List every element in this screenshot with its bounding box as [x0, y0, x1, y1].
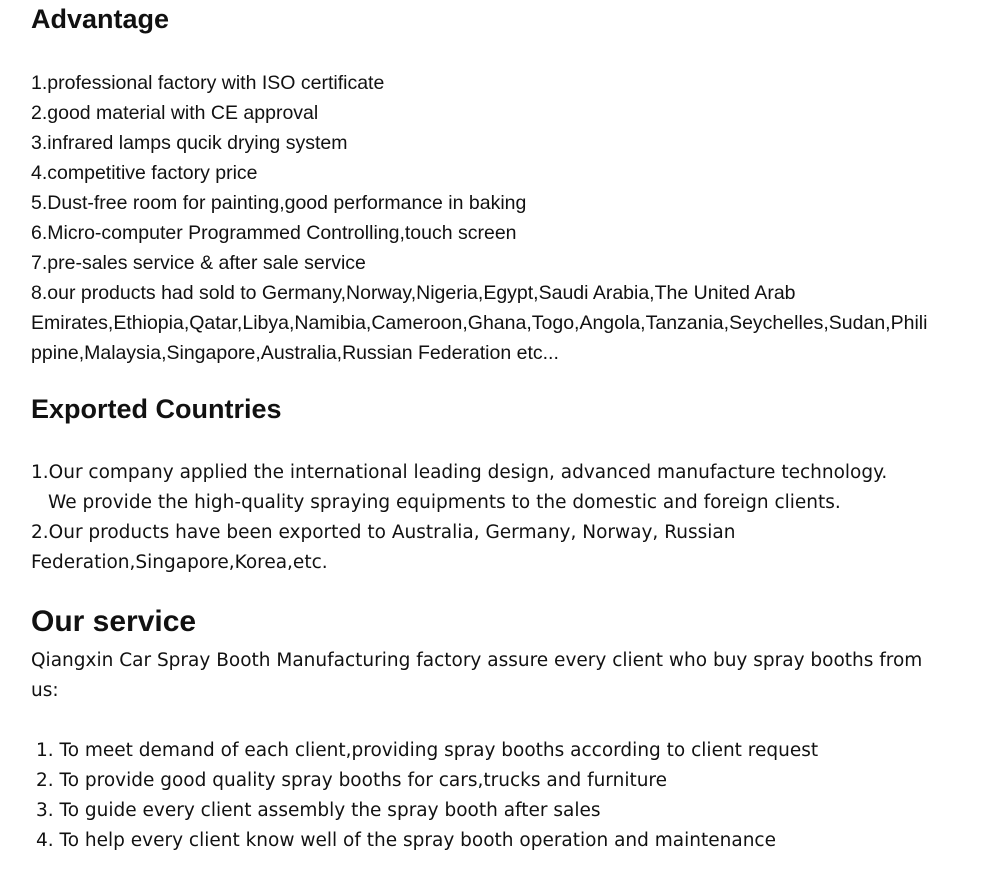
advantage-line: ppine,Malaysia,Singapore,Australia,Russian Federation etc... — [31, 342, 559, 364]
exported-line: Federation,Singapore,Korea,etc. — [31, 552, 328, 573]
service-list-item: 3. To guide every client assembly the spray booth after sales — [36, 800, 601, 821]
advantage-line: 5.Dust-free room for painting,good performance in baking — [31, 192, 527, 214]
service-intro-line: us: — [31, 680, 59, 701]
advantage-line: 6.Micro-computer Programmed Controlling,touch screen — [31, 222, 517, 244]
advantage-line: 4.competitive factory price — [31, 162, 258, 184]
our-service-heading: Our service — [31, 605, 197, 638]
service-list-item: 1. To meet demand of each client,providing spray booths according to client request — [36, 740, 819, 761]
exported-line: We provide the high-quality spraying equipments to the domestic and foreign clients. — [48, 492, 841, 513]
advantage-line: 3.infrared lamps qucik drying system — [31, 132, 348, 154]
service-list-item: 2. To provide good quality spray booths for cars,trucks and furniture — [36, 770, 668, 791]
exported-line: 2.Our products have been exported to Australia, Germany, Norway, Russian — [31, 522, 736, 543]
advantage-line: 7.pre-sales service & after sale service — [31, 252, 366, 274]
service-intro-line: Qiangxin Car Spray Booth Manufacturing factory assure every client who buy spray booths from — [31, 650, 923, 671]
advantage-line: 1.professional factory with ISO certificate — [31, 72, 385, 94]
advantage-heading: Advantage — [31, 4, 170, 34]
advantage-line: 8.our products had sold to Germany,Norway,Nigeria,Egypt,Saudi Arabia,The United Arab — [31, 282, 796, 304]
advantage-line: 2.good material with CE approval — [31, 102, 319, 124]
advantage-line: Emirates,Ethiopia,Qatar,Libya,Namibia,Cameroon,Ghana,Togo,Angola,Tanzania,Seychelles,Sudan,Phili — [31, 312, 928, 334]
service-list-item: 4. To help every client know well of the spray booth operation and maintenance — [36, 830, 776, 851]
exported-line: 1.Our company applied the international leading design, advanced manufacture technology. — [31, 462, 888, 483]
exported-countries-heading: Exported Countries — [31, 394, 282, 424]
